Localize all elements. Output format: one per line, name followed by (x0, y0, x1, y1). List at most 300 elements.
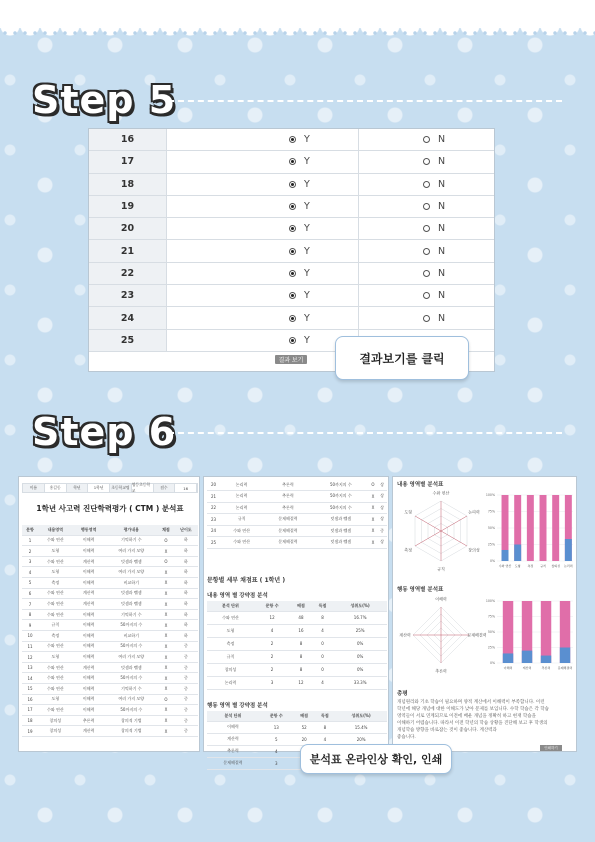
column-header: 내용영역 (38, 525, 73, 535)
table-cell: 추론력 (263, 491, 313, 503)
column-header: 분석 단위 (207, 711, 259, 721)
table-cell: 7 (22, 599, 38, 610)
table-cell: 상 (377, 502, 387, 514)
print-button[interactable]: 인쇄하기 (540, 745, 562, 751)
table-cell: X (158, 546, 174, 557)
table-cell: O (158, 694, 174, 705)
bar-tick-label: 50% (487, 526, 495, 531)
option-yes[interactable] (167, 218, 359, 239)
table-cell: 수와 연산 (38, 641, 73, 652)
option-yes-label: Y (304, 156, 310, 168)
table-cell: 덧셈과 뺄셈 (313, 514, 369, 526)
option-no-label: N (438, 223, 446, 235)
radio-selected-icon[interactable] (289, 225, 296, 232)
table-cell: 23 (207, 514, 220, 526)
table-cell: X (369, 525, 377, 537)
radio-selected-icon[interactable] (289, 248, 296, 255)
option-yes-label: Y (304, 223, 310, 235)
info-cell: 점수 (154, 484, 176, 492)
table-cell: 13 (259, 721, 294, 733)
radio-empty-icon[interactable] (423, 315, 430, 322)
radio-empty-icon[interactable] (423, 136, 430, 143)
radio-selected-icon[interactable] (289, 270, 296, 277)
option-no-label: N (438, 245, 446, 257)
table-row (207, 663, 387, 676)
table-cell: 계산력 (73, 726, 105, 737)
table-row (22, 631, 198, 642)
option-yes[interactable] (167, 263, 359, 284)
table-cell: 상 (377, 537, 387, 549)
table-cell: 16.7% (333, 611, 387, 624)
table-cell: 5 (259, 733, 294, 745)
bar-tick-label: 100% (485, 599, 495, 604)
content-bar-chart (487, 491, 575, 571)
option-yes[interactable] (167, 285, 359, 306)
bar-score (503, 653, 513, 663)
bar-category-label: 도형 (514, 564, 521, 568)
option-no[interactable] (359, 196, 494, 217)
table-cell: 창의적 기법 (105, 726, 158, 737)
table-cell: 상 (377, 514, 387, 526)
bar-score (560, 648, 570, 664)
table-cell: 도형 (38, 567, 73, 578)
step5-divider (168, 100, 562, 102)
table-cell: X (369, 514, 377, 526)
table-cell: 추론력 (263, 479, 313, 491)
table-cell: 10 (22, 631, 38, 642)
bar-total (541, 601, 551, 663)
table-row (207, 721, 387, 733)
radar-label: 창의성 (468, 547, 480, 553)
table-cell: 20% (335, 733, 387, 745)
table-row (22, 546, 198, 557)
table-cell: 16 (290, 624, 312, 637)
option-no-label: N (438, 312, 446, 324)
table-cell: 이해력 (207, 721, 259, 733)
column-header: 성취도(%) (333, 601, 387, 611)
table-cell: 측정 (207, 637, 254, 650)
option-no-label: N (438, 134, 446, 146)
table-cell: 계산력 (73, 599, 105, 610)
mid-results-table (207, 479, 387, 549)
bar-score (565, 539, 572, 561)
table-cell: 13 (22, 662, 38, 673)
table-cell: 규칙 (220, 514, 263, 526)
bar-category-label: 측정 (527, 564, 534, 568)
comment-line: 개념원리와 기초 학습이 필요하며 양적 계산에서 이해력이 부족합니다. 이런 (397, 700, 545, 705)
table-header-row (22, 525, 198, 535)
table-cell: 중 (174, 641, 198, 652)
bar-category-label: 논리력 (563, 564, 573, 568)
table-cell: 비교하기 (105, 578, 158, 589)
table-cell: 20 (207, 479, 220, 491)
table-cell: 8 (290, 650, 312, 663)
option-no[interactable] (359, 174, 494, 195)
radio-selected-icon[interactable] (289, 337, 296, 344)
option-no[interactable] (359, 285, 494, 306)
table-cell: 문제해결력 (263, 525, 313, 537)
table-cell: 계산력 (73, 556, 105, 567)
column-header: 득점 (315, 711, 336, 721)
answer-row (89, 263, 494, 285)
info-cell: 학년 (67, 484, 89, 492)
answer-row (89, 240, 494, 262)
radio-selected-icon[interactable] (289, 315, 296, 322)
info-cell: 16 (175, 484, 197, 492)
radio-empty-icon[interactable] (423, 270, 430, 277)
column-header: 배점 (290, 601, 312, 611)
table-cell: X (158, 726, 174, 737)
comment-line: 개념학습 방향을 바로잡는 것이 좋습니다. 계산력과 (397, 728, 497, 733)
table-row (22, 705, 198, 716)
table-cell: 중 (377, 525, 387, 537)
table-cell: 덧셈과 뺄셈 (105, 588, 158, 599)
radio-selected-icon[interactable] (289, 292, 296, 299)
radar-label: 계산력 (399, 632, 411, 638)
table-cell: 이해력 (73, 694, 105, 705)
column-header: 난이도 (174, 525, 198, 535)
table-cell: 도형 (207, 624, 254, 637)
bar-tick-label: 75% (487, 614, 495, 619)
table-cell: 하 (174, 620, 198, 631)
table-cell: 덧셈과 뺄셈 (105, 662, 158, 673)
table-cell: 하 (174, 631, 198, 642)
lace-dots (0, 30, 595, 40)
table-row (22, 620, 198, 631)
option-no[interactable] (359, 151, 494, 172)
table-cell: 중 (174, 662, 198, 673)
table-cell: 5 (22, 578, 38, 589)
table-cell: X (369, 537, 377, 549)
table-cell: 8 (312, 611, 334, 624)
table-cell: 중 (174, 652, 198, 663)
table-cell: 중 (174, 673, 198, 684)
table-cell: 상 (377, 491, 387, 503)
radar-label: 이해력 (435, 596, 447, 602)
table-cell: 하 (174, 599, 198, 610)
table-cell: 22 (207, 502, 220, 514)
table-cell: 4 (315, 733, 336, 745)
table-cell: 덧셈과 뺄셈 (105, 556, 158, 567)
option-no[interactable] (359, 218, 494, 239)
option-no[interactable] (359, 240, 494, 261)
table-cell: 수와 연산 (38, 684, 73, 695)
table-cell: X (158, 588, 174, 599)
table-cell: 수와 연산 (38, 556, 73, 567)
info-cell: 이름 (23, 484, 45, 492)
table-row (22, 578, 198, 589)
answer-row (89, 218, 494, 240)
result-view-button[interactable]: 결과 보기 (275, 355, 307, 364)
table-row (22, 599, 198, 610)
table-cell: 11 (22, 641, 38, 652)
table-cell: 문제해결력 (263, 514, 313, 526)
table-cell: 도형 (38, 694, 73, 705)
table-cell: 이해력 (73, 609, 105, 620)
radar-label: 수와 연산 (432, 490, 450, 496)
table-cell: 0% (333, 637, 387, 650)
bar-score (522, 651, 532, 663)
option-no[interactable] (359, 129, 494, 150)
table-cell: 12 (254, 611, 290, 624)
table-cell: 하 (174, 578, 198, 589)
option-no-label: N (438, 290, 446, 302)
question-number: 17 (89, 151, 167, 172)
table-cell: 수와 연산 (220, 525, 263, 537)
radio-empty-icon[interactable] (423, 292, 430, 299)
bar-score (514, 545, 521, 562)
bar-tick-label: 25% (487, 645, 495, 650)
answer-row (89, 174, 494, 196)
question-number: 19 (89, 196, 167, 217)
table-cell: 50까지의 수 (105, 673, 158, 684)
table-cell: 상 (377, 479, 387, 491)
table-cell: 수와 연산 (207, 611, 254, 624)
question-number: 24 (89, 307, 167, 328)
table-cell: X (158, 652, 174, 663)
column-header: 문항 수 (254, 601, 290, 611)
table-cell: 여러 가지 모양 (105, 567, 158, 578)
question-number: 22 (89, 263, 167, 284)
table-row (207, 479, 387, 491)
table-cell: X (158, 641, 174, 652)
table-cell: 21 (207, 491, 220, 503)
table-cell: X (158, 705, 174, 716)
option-yes[interactable] (167, 129, 359, 150)
question-number: 23 (89, 285, 167, 306)
table-cell: 18 (22, 715, 38, 726)
table-cell: X (158, 609, 174, 620)
option-yes-label: Y (304, 267, 310, 279)
table-cell: 이해력 (73, 546, 105, 557)
option-no[interactable] (359, 263, 494, 284)
option-no[interactable] (359, 307, 494, 328)
table-row (207, 502, 387, 514)
table-cell: 창의성 (38, 715, 73, 726)
table-cell: 50까지의 수 (105, 620, 158, 631)
table-row (207, 537, 387, 549)
table-header-row (207, 601, 387, 611)
table-cell: 논리력 (220, 491, 263, 503)
info-cell: 1학년 (88, 484, 110, 492)
table-cell: 덧셈과 뺄셈 (313, 537, 369, 549)
radio-selected-icon[interactable] (289, 136, 296, 143)
table-cell: 중 (174, 715, 198, 726)
bar-category-label: 추론력 (541, 666, 551, 670)
table-row (22, 694, 198, 705)
radio-selected-icon[interactable] (289, 158, 296, 165)
table-cell: 이해력 (73, 673, 105, 684)
table-cell: 24 (207, 525, 220, 537)
table-cell: 수와 연산 (38, 662, 73, 673)
table-cell: 측정 (38, 631, 73, 642)
option-yes[interactable] (167, 196, 359, 217)
table-cell: 1 (22, 535, 38, 546)
table-cell: 계산력 (207, 733, 259, 745)
answer-row (89, 129, 494, 151)
table-cell: 이해력 (73, 578, 105, 589)
table-cell: 4 (312, 624, 334, 637)
behavior-table-title: 행동 영역 별 강약점 분석 (207, 703, 268, 709)
bar-category-label: 이해력 (503, 666, 513, 670)
table-cell: 비교하기 (105, 631, 158, 642)
table-cell: 수와 연산 (220, 537, 263, 549)
option-yes-label: Y (304, 178, 310, 190)
column-header: 채점 (158, 525, 174, 535)
column-header: 배점 (294, 711, 315, 721)
option-yes[interactable] (167, 240, 359, 261)
table-cell: 8 (315, 721, 336, 733)
content-radar-chart (395, 487, 487, 573)
bar-category-label: 문제해결력 (557, 666, 573, 670)
option-yes[interactable] (167, 330, 359, 351)
table-cell: 이해력 (73, 620, 105, 631)
radio-empty-icon[interactable] (423, 225, 430, 232)
bar-total (540, 495, 547, 561)
table-cell: 규칙 (38, 620, 73, 631)
table-cell: 8 (22, 609, 38, 620)
table-cell: 15.4% (335, 721, 387, 733)
table-cell: 중 (174, 684, 198, 695)
table-cell: 이해력 (73, 705, 105, 716)
question-number: 16 (89, 129, 167, 150)
table-cell: 문제해결력 (207, 757, 259, 769)
radar-label: 문제해결력 (467, 632, 487, 638)
table-cell: 여러 가지 모양 (105, 652, 158, 663)
table-row (22, 556, 198, 567)
radio-empty-icon[interactable] (423, 248, 430, 255)
answer-row (89, 285, 494, 307)
table-cell: 3 (254, 676, 290, 689)
table-cell: X (158, 631, 174, 642)
table-cell: 0 (312, 663, 334, 676)
table-cell: 33.3% (333, 676, 387, 689)
table-cell: 19 (22, 726, 38, 737)
option-no-label: N (438, 201, 446, 213)
table-cell: 하 (174, 556, 198, 567)
radar-label: 논리력 (468, 509, 480, 515)
bar-category-label: 창의성 (551, 564, 561, 568)
table-cell: 추론력 (263, 502, 313, 514)
option-yes-label: Y (304, 334, 310, 346)
left-results-table (22, 525, 198, 737)
step6-title: Step 6 (32, 410, 177, 454)
table-row (207, 491, 387, 503)
table-cell: 계산력 (73, 662, 105, 673)
table-cell: 8 (290, 637, 312, 650)
option-no-label: N (438, 178, 446, 190)
info-cell: 초등학교명 (110, 484, 132, 492)
table-cell: X (369, 502, 377, 514)
table-cell: 문제해결력 (263, 537, 313, 549)
table-cell: 기억하기 수 (105, 535, 158, 546)
table-cell: 2 (254, 663, 290, 676)
table-cell: 이해력 (73, 641, 105, 652)
option-no-label: N (438, 156, 446, 168)
table-cell: 4 (22, 567, 38, 578)
table-cell: 25% (333, 624, 387, 637)
table-cell: O (369, 479, 377, 491)
radar2-title: 행동 영역별 분석표 (397, 587, 444, 593)
table-cell: 기억하기 수 (105, 684, 158, 695)
table-cell: 수와 연산 (38, 535, 73, 546)
table-cell: 14 (22, 673, 38, 684)
table-cell: 52 (294, 721, 315, 733)
behavior-bar-chart (487, 597, 575, 673)
bar-tick-label: 0% (489, 661, 495, 666)
radio-empty-icon[interactable] (423, 181, 430, 188)
table-cell: 3 (259, 757, 294, 769)
report-title: 1학년 사고력 진단학력평가 ( CTM ) 분석표 (36, 504, 184, 513)
radio-empty-icon[interactable] (423, 158, 430, 165)
option-yes[interactable] (167, 307, 359, 328)
table-cell: X (158, 567, 174, 578)
table-cell: 50까지의 수 (105, 705, 158, 716)
table-row (207, 650, 387, 663)
table-cell: 2 (254, 650, 290, 663)
table-row (207, 624, 387, 637)
bar-score (541, 656, 551, 663)
radio-selected-icon[interactable] (289, 181, 296, 188)
step6-callout: 분석표 온라인상 확인, 인쇄 (300, 744, 452, 774)
table-cell: X (158, 684, 174, 695)
info-cell: 홍길동 (45, 484, 67, 492)
option-yes[interactable] (167, 174, 359, 195)
table-row (22, 641, 198, 652)
table-cell: 수와 연산 (38, 673, 73, 684)
option-no-label: N (438, 267, 446, 279)
option-yes-label: Y (304, 201, 310, 213)
table-cell: 중 (174, 694, 198, 705)
table-cell: 하 (174, 546, 198, 557)
table-row (22, 715, 198, 726)
table-cell: 덧셈과 뺄셈 (105, 599, 158, 610)
table-cell: 17 (22, 705, 38, 716)
table-cell: 수와 연산 (38, 705, 73, 716)
table-row (207, 676, 387, 689)
table-row (22, 726, 198, 737)
table-cell: X (369, 491, 377, 503)
step5-callout: 결과보기를 클릭 (335, 336, 469, 380)
table-cell: O (158, 556, 174, 567)
question-number: 21 (89, 240, 167, 261)
table-cell: 수와 연산 (38, 609, 73, 620)
table-cell: 4 (259, 745, 294, 757)
bar-score (502, 550, 509, 561)
table-cell: 12 (290, 676, 312, 689)
radio-empty-icon[interactable] (423, 203, 430, 210)
radio-selected-icon[interactable] (289, 203, 296, 210)
column-header: 문항 (22, 525, 38, 535)
radar-label: 추론력 (435, 668, 447, 674)
table-cell: 규칙 (207, 650, 254, 663)
table-header-row (207, 711, 387, 721)
question-number: 18 (89, 174, 167, 195)
comment-line: 영역들이 서로 연계되므로 이전에 배운 개념을 정확히 하고 현재 학습을 (397, 714, 536, 719)
table-cell: 하 (174, 567, 198, 578)
table-row (207, 525, 387, 537)
report-panel-left (18, 476, 200, 752)
table-row (207, 514, 387, 526)
info-bar (22, 483, 198, 493)
table-cell: 계산력 (73, 588, 105, 599)
option-yes[interactable] (167, 151, 359, 172)
bar-total (552, 495, 559, 561)
answer-row (89, 307, 494, 329)
column-header: 성취도(%) (335, 711, 387, 721)
table-cell: 50까지의 수 (105, 641, 158, 652)
table-row (22, 567, 198, 578)
